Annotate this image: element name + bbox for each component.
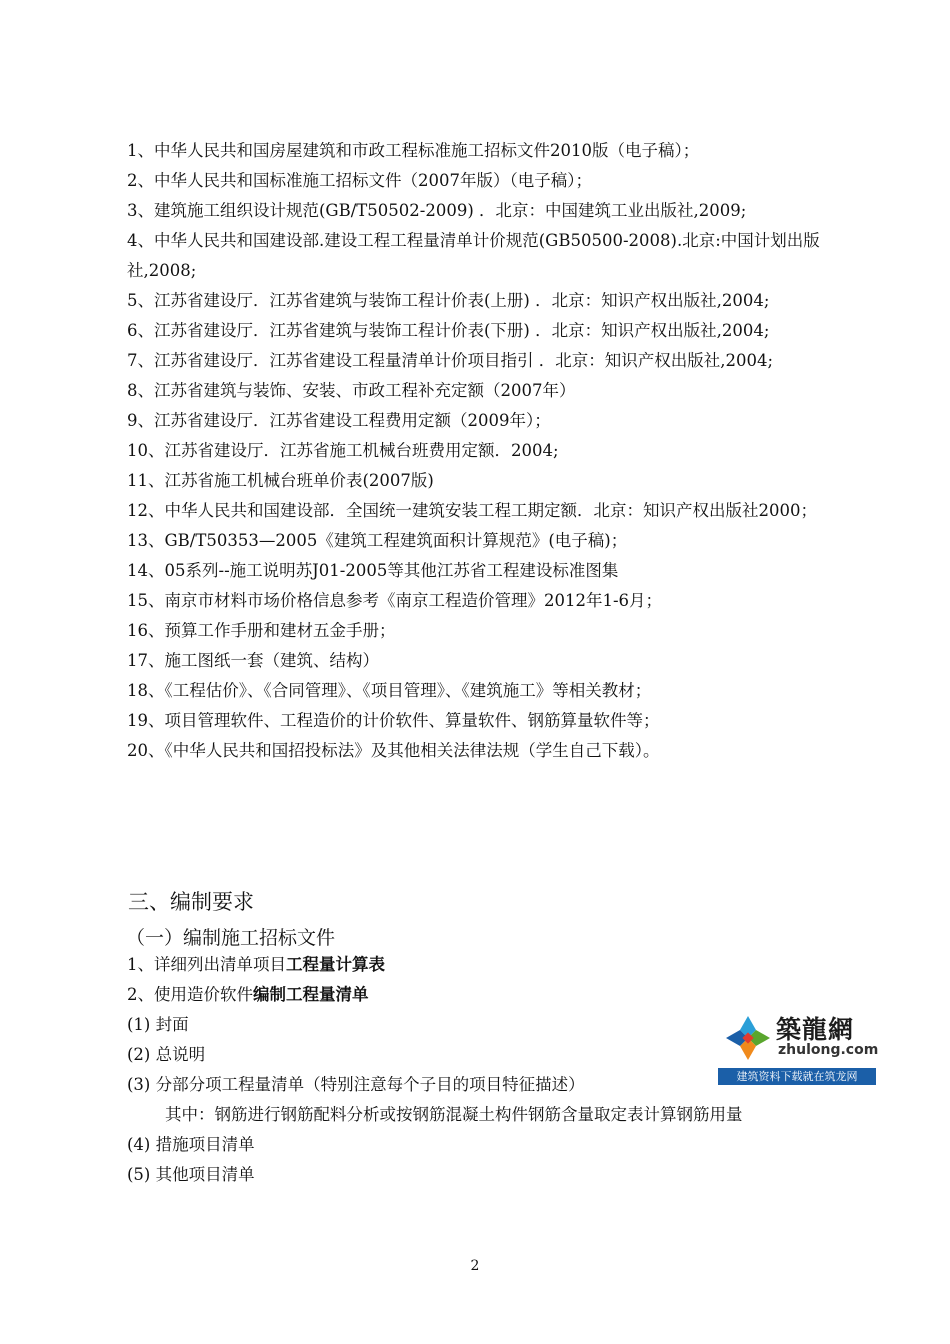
reference-item: 6、江苏省建设厅．江苏省建筑与装饰工程计价表(下册) ．北京：知识产权出版社,2004; xyxy=(127,321,770,340)
reference-item: 17、施工图纸一套（建筑、结构） xyxy=(127,651,379,670)
list-item: (1) 封面 xyxy=(127,1015,189,1034)
reference-item: 2、中华人民共和国标准施工招标文件（2007年版）（电子稿）； xyxy=(127,171,592,190)
requirement-item xyxy=(127,980,847,1010)
section-heading: 三、编制要求 xyxy=(128,890,254,914)
reference-item: 18、《工程估价》、《合同管理》、《项目管理》、《建筑施工》等相关教材； xyxy=(127,681,652,700)
list-item: (3) 分部分项工程量清单（特别注意每个子目的项目特征描述） xyxy=(127,1075,585,1094)
logo-box xyxy=(718,1008,879,1068)
list-item: (4) 措施项目清单 xyxy=(127,1135,255,1154)
logo-name: 築龍網 xyxy=(776,1015,855,1044)
reference-item: 14、05系列--施工说明苏J01-2005等其他江苏省工程建设标准图集 xyxy=(127,561,619,580)
reference-item: 19、项目管理软件、工程造价的计价软件、算量软件、钢筋算量软件等； xyxy=(127,711,660,730)
requirement-emphasis: 编制工程量清单 xyxy=(253,985,369,1004)
page-number: 2 xyxy=(470,1258,480,1274)
reference-item: 9、江苏省建设厅．江苏省建设工程费用定额（2009年）； xyxy=(127,411,551,430)
reference-item: 20、《中华人民共和国招投标法》及其他相关法律法规（学生自己下载）。 xyxy=(127,741,660,760)
list-item: (5) 其他项目清单 xyxy=(127,1165,255,1184)
reference-item: 5、江苏省建设厅．江苏省建筑与装饰工程计价表(上册) ．北京：知识产权出版社,2004; xyxy=(127,291,770,310)
reference-item: 1、中华人民共和国房屋建筑和市政工程标准施工招标文件2010版（电子稿）； xyxy=(127,141,700,160)
requirement-text: 1、详细列出清单项目 xyxy=(127,955,286,974)
pinwheel-logo-icon xyxy=(722,1012,774,1064)
zhulong-watermark-logo xyxy=(718,1008,879,1084)
reference-item: 15、南京市材料市场价格信息参考《南京工程造价管理》2012年1-6月； xyxy=(127,591,663,610)
reference-item: 4、中华人民共和国建设部.建设工程工程量清单计价规范(GB50500-2008).北京:中国计划出版社,2008; xyxy=(127,231,820,280)
reference-list xyxy=(127,136,847,766)
reference-item: 11、江苏省施工机械台班单价表(2007版) xyxy=(127,471,434,490)
reference-item: 3、建筑施工组织设计规范(GB/T50502-2009) ．北京：中国建筑工业出版社,2009; xyxy=(127,201,747,220)
list-item: (2) 总说明 xyxy=(127,1045,206,1064)
reference-item: 10、江苏省建设厅．江苏省施工机械台班费用定额．2004; xyxy=(127,441,559,460)
reference-item: 12、中华人民共和国建设部．全国统一建筑安装工程工期定额．北京：知识产权出版社2000； xyxy=(127,501,817,520)
requirement-item xyxy=(127,950,847,980)
note-text: 其中：钢筋进行钢筋配料分析或按钢筋混凝土构件钢筋含量取定表计算钢筋用量 xyxy=(165,1105,743,1124)
reference-item: 8、江苏省建筑与装饰、安装、市政工程补充定额（2007年） xyxy=(127,381,576,400)
reference-item: 16、预算工作手册和建材五金手册； xyxy=(127,621,396,640)
logo-slogan: 建筑资料下载就在筑龙网 xyxy=(718,1068,876,1085)
reference-item: 13、GB/T50353—2005《建筑工程建筑面积计算规范》(电子稿)； xyxy=(127,531,628,550)
requirement-text: 2、使用造价软件 xyxy=(127,985,253,1004)
reference-item: 7、江苏省建设厅．江苏省建设工程量清单计价项目指引 ．北京：知识产权出版社,2004; xyxy=(127,351,774,370)
logo-domain: zhulong.com xyxy=(778,1042,879,1058)
requirement-emphasis: 工程量计算表 xyxy=(286,955,385,974)
subsection-heading: （一）编制施工招标文件 xyxy=(126,927,336,949)
